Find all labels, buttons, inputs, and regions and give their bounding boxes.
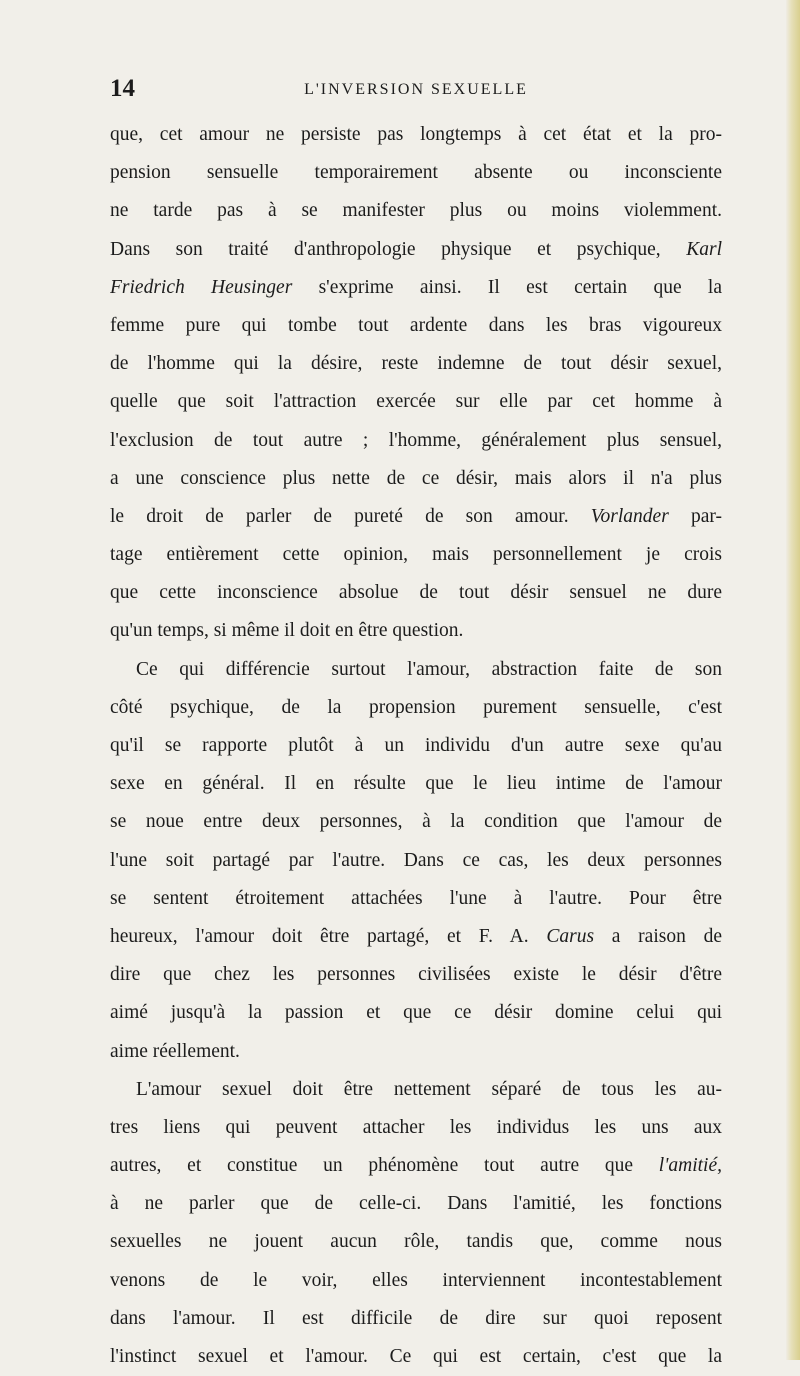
text-segment: que, cet amour ne persiste pas longtemps à cet état et la pro- (110, 124, 722, 145)
text-line (110, 269, 722, 307)
text-line (110, 1033, 722, 1071)
page-number: 14 (110, 75, 135, 102)
text-line (110, 1300, 722, 1338)
text-line (110, 574, 722, 612)
text-line (110, 612, 722, 650)
text-segment: de l'homme qui la désire, reste indemne de tout désir sexuel, (110, 353, 722, 375)
text-segment: L'amour sexuel doit être nettement séparé de tous les au- (136, 1078, 722, 1100)
text-line (110, 956, 722, 994)
text-segment: sexuelles ne jouent aucun rôle, tandis que, comme nous (110, 1231, 722, 1253)
text-segment: ne tarde pas à se manifester plus ou moins violemment. (110, 200, 722, 222)
text-line (110, 192, 722, 230)
text-segment: que cette inconscience absolue de tout désir sensuel ne dure (110, 582, 722, 604)
text-segment: aimé jusqu'à la passion et que ce désir domine celui qui (110, 1002, 722, 1024)
text-segment: Ce qui différencie surtout l'amour, abstraction faite de son (136, 658, 722, 680)
text-line (110, 842, 722, 880)
text-line (110, 803, 722, 841)
text-line (110, 422, 722, 460)
text-segment: l'exclusion de tout autre ; l'homme, généralement plus sensuel, (110, 429, 722, 451)
text-segment: sexe en général. Il en résulte que le lieu intime de l'amour (110, 773, 722, 795)
text-segment: dire que chez les personnes civilisées existe le désir d'être (110, 964, 722, 986)
text-line (110, 345, 722, 383)
text-segment: le droit de parler de pureté de son amour. (110, 505, 591, 527)
text-segment: a une conscience plus nette de ce désir, mais alors il n'a plus (110, 467, 722, 489)
text-line (110, 1338, 722, 1376)
text-line (110, 765, 722, 803)
text-line (110, 231, 722, 269)
text-line (110, 1071, 722, 1109)
running-head: L'INVERSION SEXUELLE (304, 81, 528, 98)
text-segment: autres, et constitue un phénomène tout autre que (110, 1155, 659, 1177)
text-line (110, 727, 722, 765)
text-segment: qu'il se rapporte plutôt à un individu d'un autre sexe qu'au (110, 735, 722, 756)
italic-name: Friedrich Heusinger (110, 276, 293, 298)
text-segment: s'exprime ainsi. Il est certain que la (292, 276, 722, 298)
italic-name: l'amitié, (658, 1155, 722, 1177)
text-segment: a raison de (594, 925, 722, 947)
text-line (110, 307, 722, 345)
text-line (110, 498, 722, 536)
text-line (110, 1109, 722, 1147)
text-segment: tres liens qui peuvent attacher les individus les uns aux (110, 1116, 722, 1138)
page-header (110, 74, 722, 104)
text-line (110, 1262, 722, 1300)
text-segment: se sentent étroitement attachées l'une à l'autre. Pour être (110, 887, 722, 909)
text-segment: venons de le voir, elles interviennent incontestablement (110, 1269, 722, 1291)
text-line (110, 1147, 722, 1185)
page-edge (786, 0, 800, 1360)
text-segment: aime réellement. (110, 1040, 240, 1062)
text-line (110, 651, 722, 689)
text-segment: pension sensuelle temporairement absente ou inconsciente (110, 162, 722, 184)
text-line (110, 1185, 722, 1223)
text-segment: tage entièrement cette opinion, mais personnellement je crois (110, 544, 722, 566)
text-segment: par- (668, 505, 722, 527)
text-line (110, 994, 722, 1032)
text-segment: Dans son traité d'anthropologie physique et psychique, (110, 238, 687, 260)
text-segment: l'une soit partagé par l'autre. Dans ce cas, les deux personnes (110, 849, 722, 871)
text-line (110, 1223, 722, 1261)
body-text (110, 116, 722, 1376)
text-line (110, 154, 722, 192)
text-segment: femme pure qui tombe tout ardente dans les bras vigoureux (110, 314, 722, 336)
text-segment: se noue entre deux personnes, à la condition que l'amour de (110, 811, 722, 833)
text-line (110, 460, 722, 498)
text-segment: côté psychique, de la propension purement sensuelle, c'est (110, 696, 722, 718)
text-segment: quelle que soit l'attraction exercée sur elle par cet homme à (110, 391, 722, 413)
text-line (110, 689, 722, 727)
italic-name: Vorlander (590, 505, 669, 527)
text-segment: qu'un temps, si même il doit en être question. (110, 620, 464, 642)
text-line (110, 880, 722, 918)
italic-name: Karl (686, 238, 722, 260)
text-line (110, 918, 722, 956)
text-line (110, 116, 722, 154)
text-segment: dans l'amour. Il est difficile de dire sur quoi reposent (110, 1307, 722, 1329)
text-segment: l'instinct sexuel et l'amour. Ce qui est certain, c'est que la (110, 1346, 722, 1367)
text-segment: heureux, l'amour doit être partagé, et F. A. (110, 925, 547, 947)
italic-name: Carus (546, 925, 595, 947)
text-line (110, 536, 722, 574)
text-segment: à ne parler que de celle-ci. Dans l'amitié, les fonctions (110, 1193, 722, 1215)
text-line (110, 383, 722, 421)
